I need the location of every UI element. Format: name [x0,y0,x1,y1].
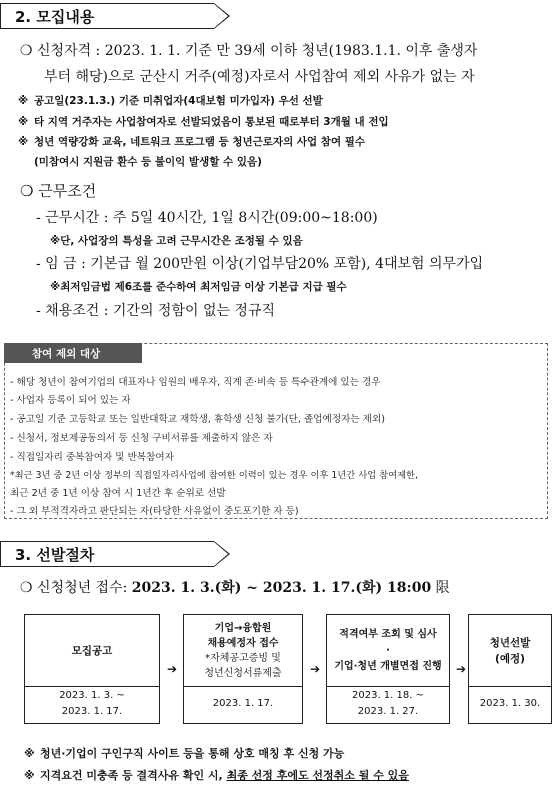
reference-mark-icon: ※ [18,116,29,128]
arrow-right-icon: ➔ [456,662,467,676]
note-matching: ※ 청년·기업이 구인구직 사이트 등을 통해 상호 매칭 후 신청 가능 [24,747,345,760]
exclusion-item: - 공고일 기준 고등학교 또는 일반대학교 재학생, 휴학생 신청 불가(단, 졸업예정자는 제외) [10,414,385,425]
flow-step-date: 2023. 1. 17. [212,698,274,709]
exclusion-item: - 사업자 등록이 되어 있는 자 [10,395,131,406]
receipt-suffix: 限 [435,580,450,596]
flow-step-date: 2023. 1. 30. [479,698,541,709]
reference-mark-icon: ※ [18,95,29,107]
exclusion-item: - 해당 청년이 참여기업의 대표자나 임원의 배우자, 직계 존·비속 등 특수관계에 있는 경우 [10,377,381,388]
reference-mark-icon: ※ [18,136,29,148]
flow-step-title: 기업→융합원 채용예정자 접수 *자체공고증빙 및 청년신청서류제출 [184,615,302,687]
work-conditions-heading [20,180,96,201]
exclusion-item: 최근 2년 중 1년 이상 참여 시 1년간 후 순위로 선발 [10,488,226,499]
circle-bullet-icon: ❍ [20,43,33,59]
wage: - 임 금 : 기본급 월 200만원 이상(기업부담20% 포함), 4대보험 의무가입 [36,256,484,272]
qualification-text-1: 신청자격 : 2023. 1. 1. 기준 만 39세 이하 청년(1983.1.1. 이후 출생자 [37,43,478,59]
flow-step-announcement [24,614,160,724]
receipt-period: 2023. 1. 3.(화) ~ 2023. 1. 17.(화) 18:00 [131,580,432,596]
work-hours-note: ※단, 사업장의 특성을 고려 근무시간은 조정될 수 있음 [50,235,303,247]
reference-mark-icon: ※ [24,747,35,760]
section-2-title: 2. 모집내용 [15,7,95,26]
note-cancellation-emphasis: 최종 선정 후에도 선정취소 될 수 있음 [226,769,409,782]
section-2-header [0,3,214,29]
circle-bullet-icon: ❍ [20,580,33,596]
flow-step-receipt [183,614,303,724]
receipt-line [20,577,450,597]
exclusion-item: - 직접일자리 중복참여자 및 반복참여자 [10,452,174,463]
flow-step-date: 2023. 1. 3. ~ 2023. 1. 17. [59,690,125,717]
wage-note: ※최저임금법 제6조를 준수하여 최저임금 이상 기본급 지급 필수 [50,281,347,293]
reference-mark-icon: ※ [24,769,35,782]
section-3-header [0,541,214,567]
circle-bullet-icon: ❍ [20,182,34,200]
flow-step-title: 모집공고 [25,615,159,687]
note-training: ※ 청년 역량강화 교육, 네트워크 프로그램 등 청년근로자의 사업 참여 필수 [18,136,366,148]
note-cancellation: ※ 지격요건 미충족 등 결격사유 확인 시, 최종 선정 후에도 선정취소 될 수 있음 [24,769,409,782]
flow-step-selection [468,614,552,724]
exclusion-item: - 신청서, 정보제공동의서 등 신청 구비서류를 제출하지 않은 자 [10,433,273,444]
flow-step-screening [326,614,450,724]
qualification-line-2: 부터 해당)으로 군산시 거주(예정)자로서 사업참여 제외 사유가 없는 자 [44,69,475,85]
arrow-right-icon: ➔ [167,662,178,676]
exclusion-item: *최근 3년 중 2년 이상 정부의 직접일자리사업에 참여한 이력이 있는 경우 이후 1년간 사업 참여제한, [10,470,418,481]
arrow-right-icon: ➔ [310,662,321,676]
section-3-title: 3. 선발절차 [15,545,95,564]
work-hours: - 근무시간 : 주 5일 40시간, 1일 8시간(09:00~18:00) [36,210,378,226]
qualification-line-1 [20,40,477,60]
flow-step-date: 2023. 1. 18. ~ 2023. 1. 27. [352,690,424,717]
exclusion-tag: 참여 제외 대상 [4,343,142,363]
work-conditions-title: 근무조건 [38,182,97,200]
note-unemployed-priority: ※ 공고일(23.1.3.) 기준 미취업자(4대보험 미가입자) 우선 선발 [18,95,323,107]
flow-step-title: 청년선발 (예정) [469,615,551,687]
note-penalty: (미참여시 지원금 환수 등 불이익 발생할 수 있음) [34,156,262,168]
employment-type: - 채용조건 : 기간의 정함이 없는 정규직 [36,303,276,319]
flow-step-title: 적격여부 조회 및 심사 · 기업·청년 개별면접 진행 [327,615,449,687]
note-relocation: ※ 타 지역 거주자는 사업참여자로 선발되었음이 통보된 때로부터 3개월 내 전입 [18,116,389,128]
exclusion-item: - 그 외 부적격자라고 판단되는 자(타당한 사유없이 중도포기한 자 등) [10,506,299,517]
receipt-label: 신청청년 접수: [37,580,128,596]
